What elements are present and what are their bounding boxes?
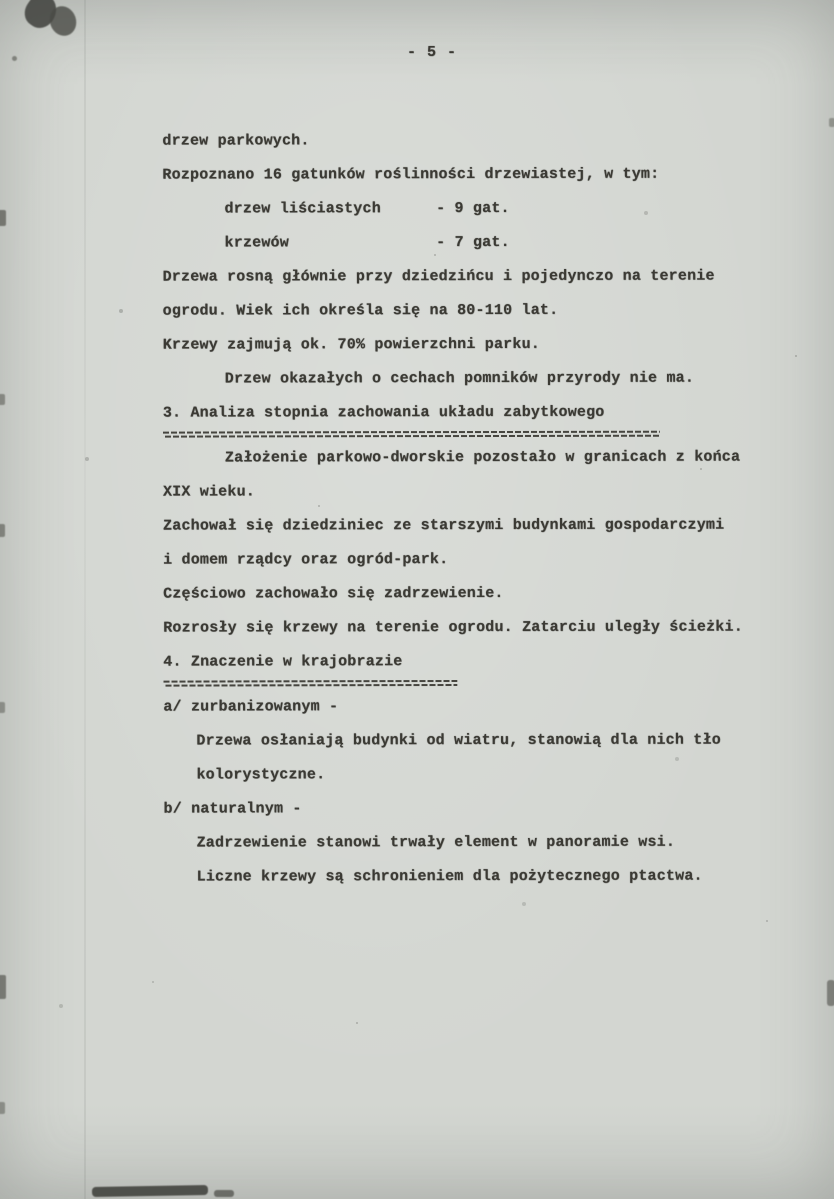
text-line: b/ naturalnym - — [163, 800, 302, 818]
text-line: Drzewa osłaniają budynki od wiatru, stanowią dla nich tło — [196, 731, 721, 750]
scan-artifact — [92, 1185, 208, 1197]
text-line: Krzewy zajmują ok. 70% powierzchni parku. — [162, 335, 540, 354]
text-line: XIX wieku. — [162, 483, 256, 501]
text-line: i domem rządcy oraz ogród-park. — [163, 551, 449, 569]
scan-artifact — [0, 210, 6, 226]
text-line: krzewów - 7 gat. — [224, 233, 510, 252]
text-line: ogrodu. Wiek ich określa się na 80-110 lat. — [162, 301, 559, 320]
paper-specks — [0, 0, 2, 2]
text-line: Liczne krzewy są schronieniem dla pożytecznego ptactwa. — [196, 867, 703, 886]
text-line: Zachował się dziedziniec ze starszymi budynkami gospodarczymi — [163, 516, 725, 535]
text-line: Rozrosły się krzewy na terenie ogrodu. Zatarciu uległy ścieżki. — [163, 618, 743, 637]
scan-artifact — [829, 118, 834, 127]
text-line: Założenie parkowo-dworskie pozostało w granicach z końca — [224, 448, 741, 467]
scan-artifact — [214, 1190, 234, 1197]
page-number: - 5 - — [407, 44, 458, 61]
text-line: a/ zurbanizowanym - — [163, 698, 339, 716]
text-line: Drzewa rosną głównie przy dziedzińcu i pojedynczo na terenie — [162, 267, 715, 286]
text-line: drzew parkowych. — [162, 132, 310, 150]
section-heading: 4. Znaczenie w krajobrazie — [163, 645, 402, 686]
paper-crease — [84, 0, 86, 1199]
scan-artifact — [0, 394, 5, 405]
scan-artifact — [0, 1102, 5, 1114]
text-line: Częściowo zachowało się zadrzewienie. — [163, 584, 504, 603]
scan-artifact — [0, 702, 5, 713]
text-line: Drzew okazałych o cechach pomników przyrody nie ma. — [224, 369, 695, 388]
section-heading: 3. Analiza stopnia zachowania układu zabytkowego — [163, 396, 605, 438]
document-body — [162, 123, 813, 894]
text-line: drzew liściastych - 9 gat. — [224, 199, 510, 218]
scan-artifact — [12, 56, 17, 61]
scan-artifact — [827, 980, 834, 1006]
text-line: Rozpoznano 16 gatunków roślinności drzewiastej, w tym: — [162, 165, 660, 184]
scan-artifact — [0, 524, 5, 537]
text-line: Zadrzewienie stanowi trwały element w panoramie wsi. — [196, 833, 676, 852]
scan-artifact — [0, 975, 6, 999]
text-line: kolorystyczne. — [196, 766, 326, 784]
